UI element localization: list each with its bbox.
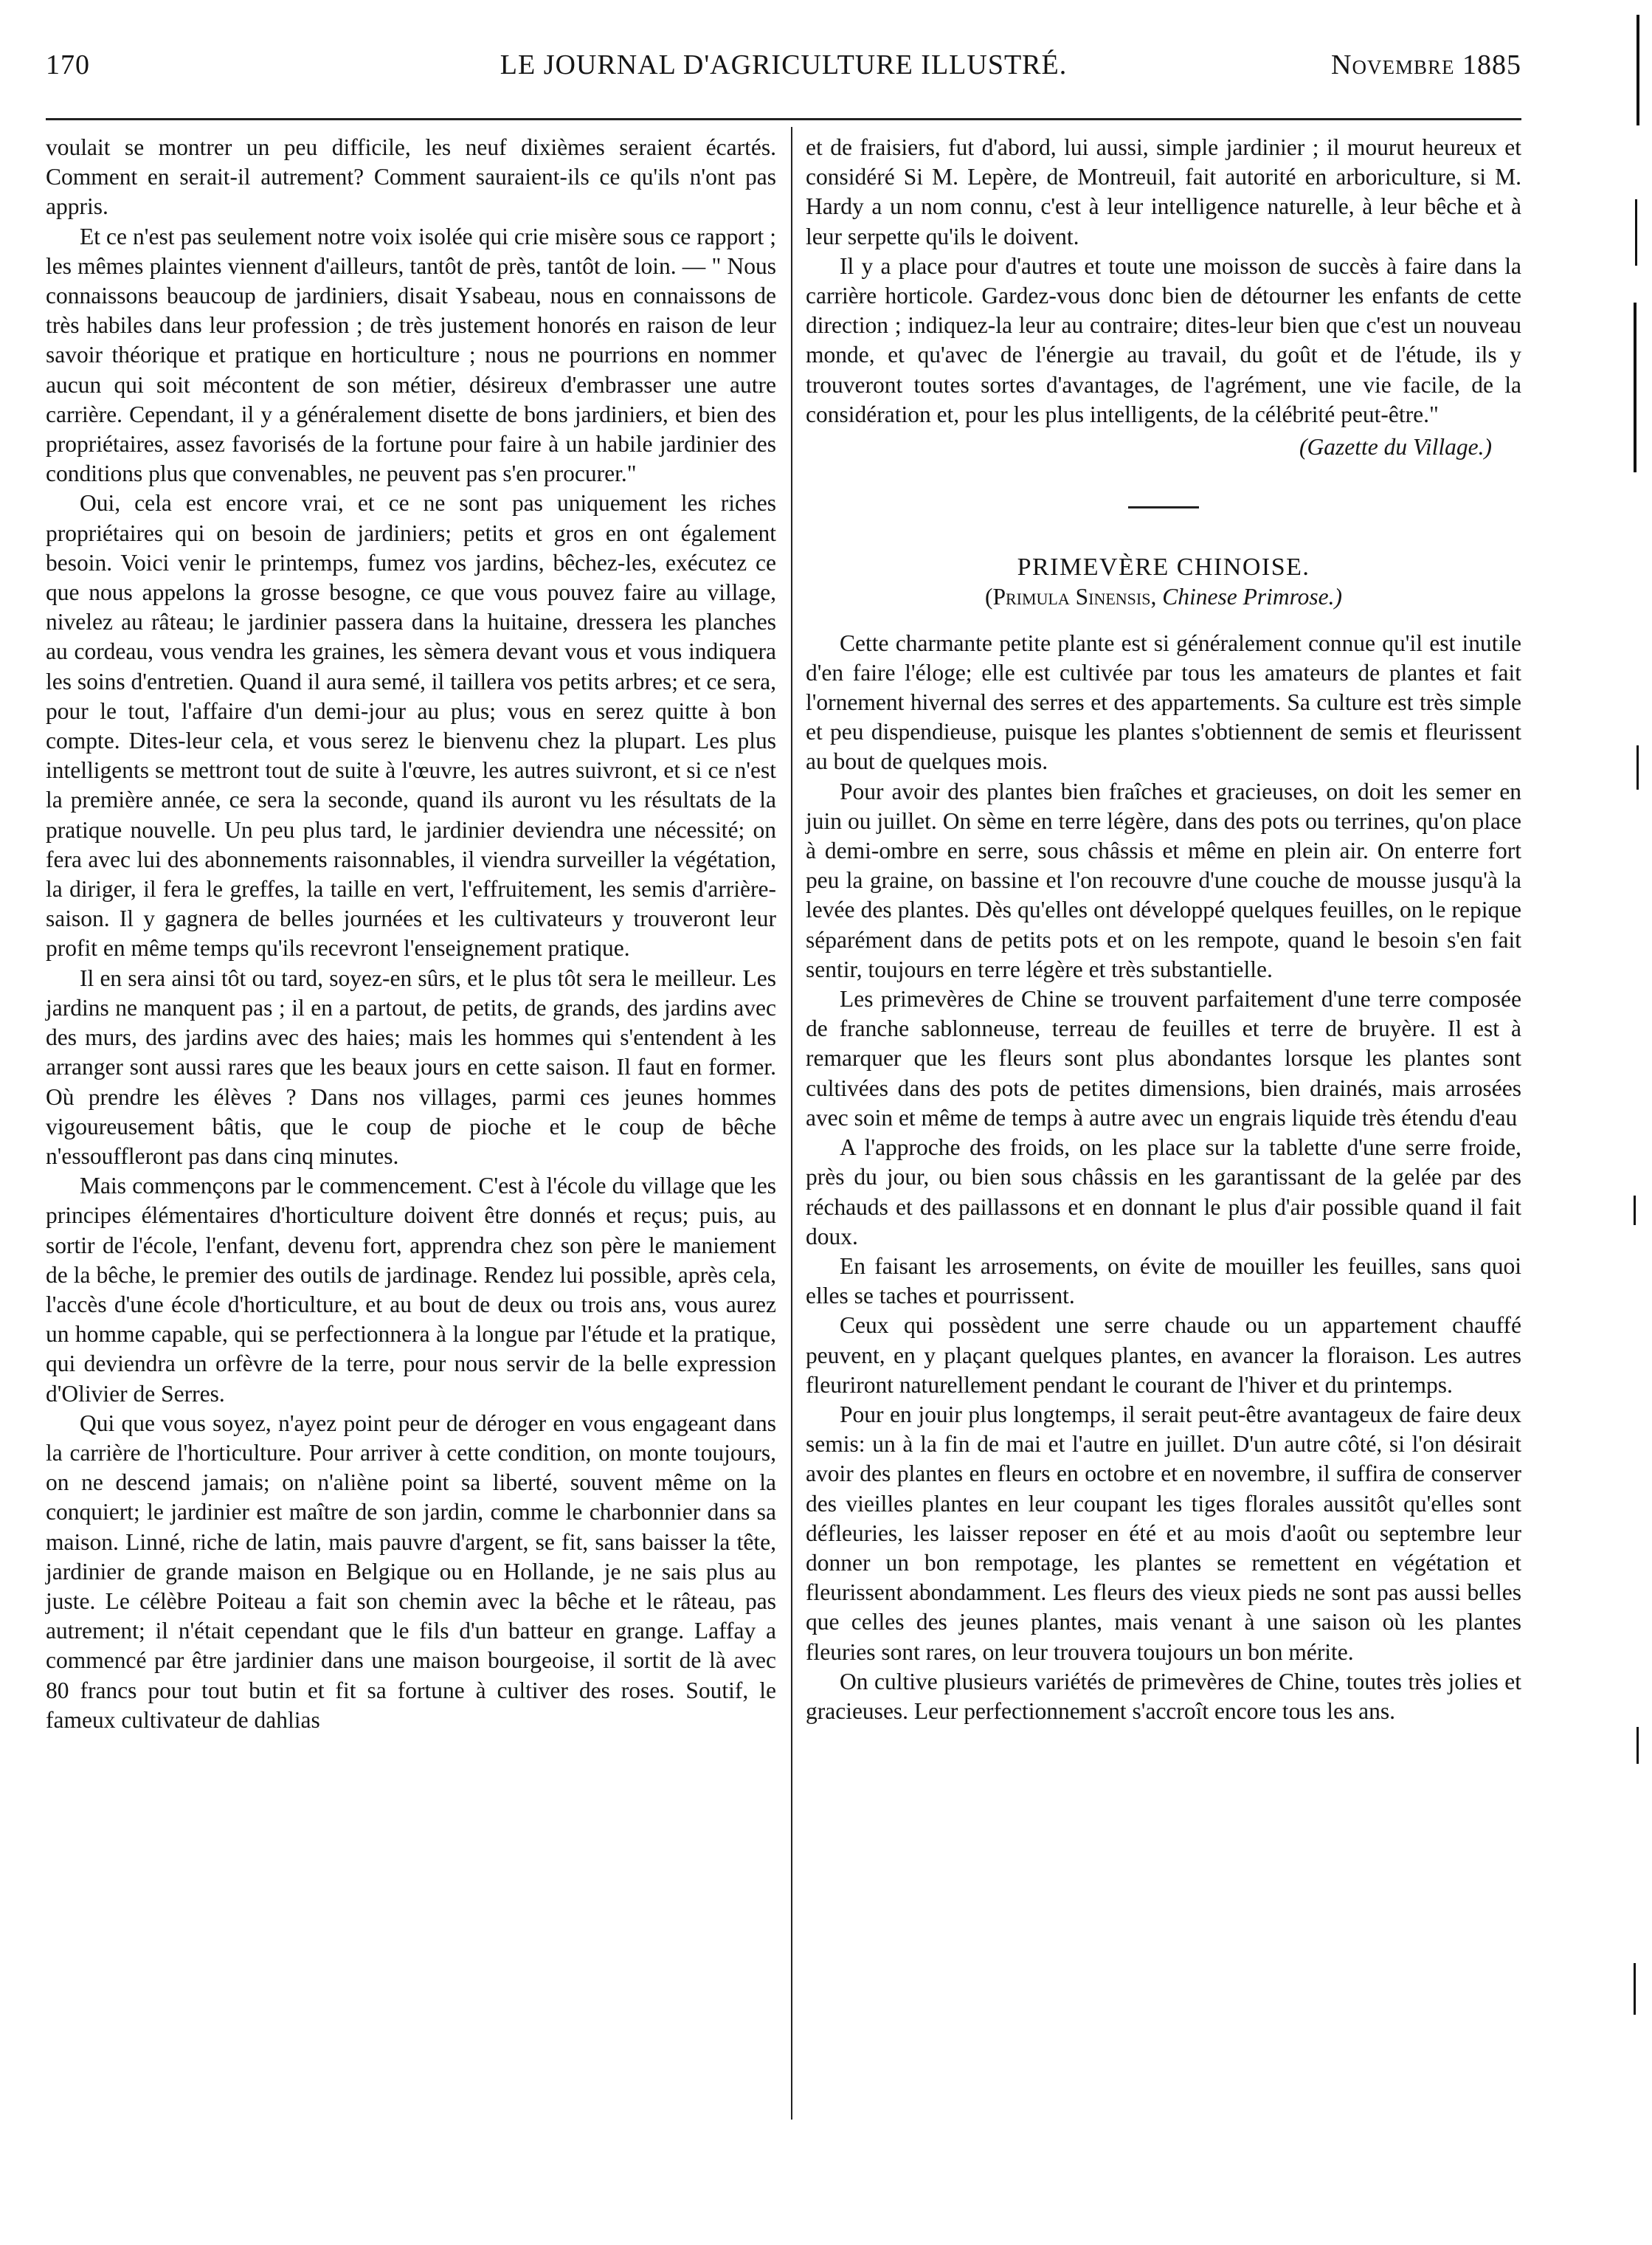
paragraph: Cette charmante petite plante est si généralement connue qu'il est inutile d'en faire l'éloge; elle est cultivée par tous les amateurs de plantes et fait l'ornement hivernal des serres et des appartements. Sa culture est très simple et peu dispendieuse, puisque les plantes s'obtiennent de semis et fleurissent au bout de quelques mois. [806,630,1521,775]
paragraph: Il en sera ainsi tôt ou tard, soyez-en sûrs, et le plus tôt sera le meilleur. Les jardins ne manquent pas ; il en a partout, de petits, de grands, des jardins avec des murs, des jardins avec des haies; mais les hommes qui s'entendent à les arranger sont aussi rares que les beaux jours en cette saison. Il faut en former. Où prendre les élèves ? Dans nos villages, parmi ces jeunes hommes vigoureusement bâtis, que le coup de pioche et le coup de bêche n'essouffleront pas dans cinq minutes. [46,965,776,1169]
paragraph: A l'approche des froids, on les place sur la tablette d'une serre froide, près du jour, ou bien sous châssis en les garantissant de la gelée par des réchauds et des paillassons et en donnant le plus d'air possible quand il fait doux. [806,1134,1521,1249]
scan-edge-mark [1637,1727,1639,1764]
latin-name: (Primula Sinensis, [984,584,1157,610]
paragraph: Et ce n'est pas seulement notre voix isolée qui crie misère sous ce rapport ; les mêmes plaintes viennent d'ailleurs, tantôt de près, tantôt de loin. — " Nous connaissons beaucoup de jardiniers, disait Ysabeau, nous en connaissons de très habiles dans leur profession ; de très justement honorés en raison de leur savoir théorique et pratique en horticulture ; nous ne pourrions en nommer aucun qui soit mécontent de son métier, désireux d'embrasser une autre carrière. Cependant, il y a généralement disette de bons jardiniers, et bien des propriétaires, assez favorisés de la fortune pour faire à un habile jardinier des conditions plus que convenables, ne peuvent pas s'en procurer." [46,223,776,487]
scan-edge-mark [1634,1963,1636,2015]
paragraph: Il y a place pour d'autres et toute une moisson de succès à faire dans la carrière horticole. Gardez-vous donc bien de détourner les enfants de cette direction ; indiquez-la leur au contraire; dites-leur bien que c'est un nouveau monde, et qu'avec de l'énergie au travail, du goût et de l'étude, ils y trouveront toutes sortes d'avantages, de l'agrément, une vie facile, de la considération et, pour les plus intelligents, de la célébrité peut-être." [806,252,1521,427]
header-rule [46,118,1521,120]
paragraph: Les primevères de Chine se trouvent parfaitement d'une terre composée de franche sablonneuse, terreau de feuilles et terre de bruyère. Il est à remarquer que les fleurs sont plus abondantes lorsque les plantes sont cultivées dans des pots de petites dimensions, bien drainés, mais arrosées avec soin et même de temps à autre avec un engrais liquide très étendu d'eau [806,986,1521,1131]
journal-title: LE JOURNAL D'AGRICULTURE ILLUSTRÉ. [500,49,1068,80]
running-header [46,49,1521,93]
article-title: PRIMEVÈRE CHINOISE. [1017,554,1310,582]
scan-edge-mark [1637,15,1639,125]
paragraph: Mais commençons par le commencement. C'est à l'école du village que les principes élémentaires d'horticulture doivent être donnés et reçus; puis, au sortir de l'école, l'enfant, devenu fort, apprendra chez son père le maniement de la bêche, le premier des outils de jardinage. Rendez lui possible, après cela, l'accès d'une école d'horticulture, et au bout de deux ou trois ans, vous aurez un homme capable, qui se perfectionnera à la longue par l'étude et la pratique, qui deviendra un orfèvre de la terre, pour nous servir de la belle expression d'Olivier de Serres. [46,1173,776,1407]
article-subtitle [806,582,1521,612]
page-number: 170 [46,49,90,80]
section-separator [1128,506,1199,508]
scan-edge-mark [1637,745,1639,790]
source-attribution: (Gazette du Village.) [1299,434,1492,461]
paragraph: Pour avoir des plantes bien fraîches et gracieuses, on doit les semer en juin ou juillet. On sème en terre légère, dans des pots ou terrines, qu'on place à demi-ombre en serre, sous châssis et même en plein air. On enterre fort peu la graine, on bassine et l'on recouvre d'une couche de mousse jusqu'à la levée des plantes. Dès qu'elles ont développé quelques feuilles, on le repique séparément dans de petits pots et on les rempote, quand le besoin s'en fait sentir, toujours en terre légère et très substantielle. [806,778,1521,982]
paragraph: et de fraisiers, fut d'abord, lui aussi, simple jardinier ; il mourut heureux et considéré Si M. Lepère, de Montreuil, fait autorité en arboriculture, si M. Hardy a un nom connu, c'est à leur intelligence naturelle, à leur bêche et à leur serpette qu'ils le doivent. [806,134,1521,249]
paragraph: Qui que vous soyez, n'ayez point peur de déroger en vous engageant dans la carrière de l'horticulture. Pour arriver à cette condition, on monte toujours, on ne descend jamais; on n'aliène point sa liberté, souvent même on la conquiert; le jardinier est maître de son jardin, comme le charbonnier dans sa maison. Linné, riche de latin, mais pauvre d'argent, se fit, sans baisser la tête, jardinier de grande maison en Belgique ou en Hollande, je ne sais plus au juste. Le célèbre Poiteau a fait son chemin avec la bêche et le râteau, pas autrement; il n'était cependant que le fils d'un batteur en grange. Laffay a commencé par être jardinier dans une maison bourgeoise, il sortit de là avec 80 francs pour tout butin et fit sa fortune à cultiver des roses. Soutif, le fameux cultivateur de dahlias [46,1410,776,1733]
scan-edge-mark [1634,1196,1636,1225]
paragraph: voulait se montrer un peu difficile, les neuf dixièmes seraient écartés. Comment en serait-il autrement? Comment sauraient-ils ce qu'ils n'ont pas appris. [46,134,776,220]
english-name: Chinese Primrose.) [1162,584,1343,610]
paragraph: En faisant les arrosements, on évite de mouiller les feuilles, sans quoi elles se taches et pourrissent. [806,1252,1521,1309]
issue-date: Novembre 1885 [1331,49,1521,80]
paragraph: Ceux qui possèdent une serre chaude ou un appartement chauffé peuvent, en y plaçant quelques plantes, en avancer la floraison. Les autres fleuriront naturellement pendant le courant de l'hiver et du printemps. [806,1312,1521,1398]
scan-edge-mark [1634,303,1637,472]
right-column [806,133,1521,1726]
paragraph: Pour en jouir plus longtemps, il serait peut-être avantageux de faire deux semis: un à la fin de mai et l'autre en juillet. D'un autre côté, si l'on désirait avoir des plantes en fleurs en octobre et en novembre, il suffira de conserver des vieilles plantes en leur coupant les tiges florales aussitôt qu'elles sont défleuries, les laisser reposer en été et au mois d'août ou septembre leur donner un bon rempotage, les plantes se remettent en végétation et fleurissent abondamment. Les fleurs des vieux pieds ne sont pas aussi belles que celles des jeunes plantes, mais venant à une saison où les plantes fleuries sont rares, on leur trouvera toujours un bon mérite. [806,1401,1521,1665]
scan-edge-mark [1635,199,1637,266]
column-divider [791,127,792,2120]
paragraph: On cultive plusieurs variétés de primevères de Chine, toutes très jolies et gracieuses. Leur perfectionnement s'accroît encore tous les ans. [806,1668,1521,1724]
paragraph: Oui, cela est encore vrai, et ce ne sont pas uniquement les riches propriétaires qui on besoin de jardiniers; petits et gros en ont également besoin. Voici venir le printemps, fumez vos jardins, bêchez-les, exécutez ce que nous appelons la grosse besogne, ce que vous pouvez faire au village, nivelez au râteau; le jardinier passera dans la huitaine, dressera les planches au cordeau, vous vendra les graines, les sèmera devant vous et vous indiquera les soins d'entretien. Quand il aura semé, il taillera vos petits arbres; et ce sera, pour le tout, l'affaire d'un demi-jour au plus; vous en serez quitte à bon compte. Dites-leur cela, et vous serez le bienvenu chez la plupart. Les plus intelligents se mettront tout de suite à l'œuvre, les autres suivront, et si ce n'est la première année, ce sera la seconde, quand ils auront vu les résultats de la pratique nouvelle. Un peu plus tard, le jardinier deviendra une nécessité; on fera avec lui des abonnements raisonnables, il viendra surveiller la végétation, la diriger, il fera le greffes, la taille en vert, l'effruitement, les semis d'arrière-saison. Il y gagnera de belles journées et les cultivateurs y trouveront leur profit en même temps qu'ils recevront l'enseignement pratique. [46,490,776,962]
left-column [46,133,776,1735]
